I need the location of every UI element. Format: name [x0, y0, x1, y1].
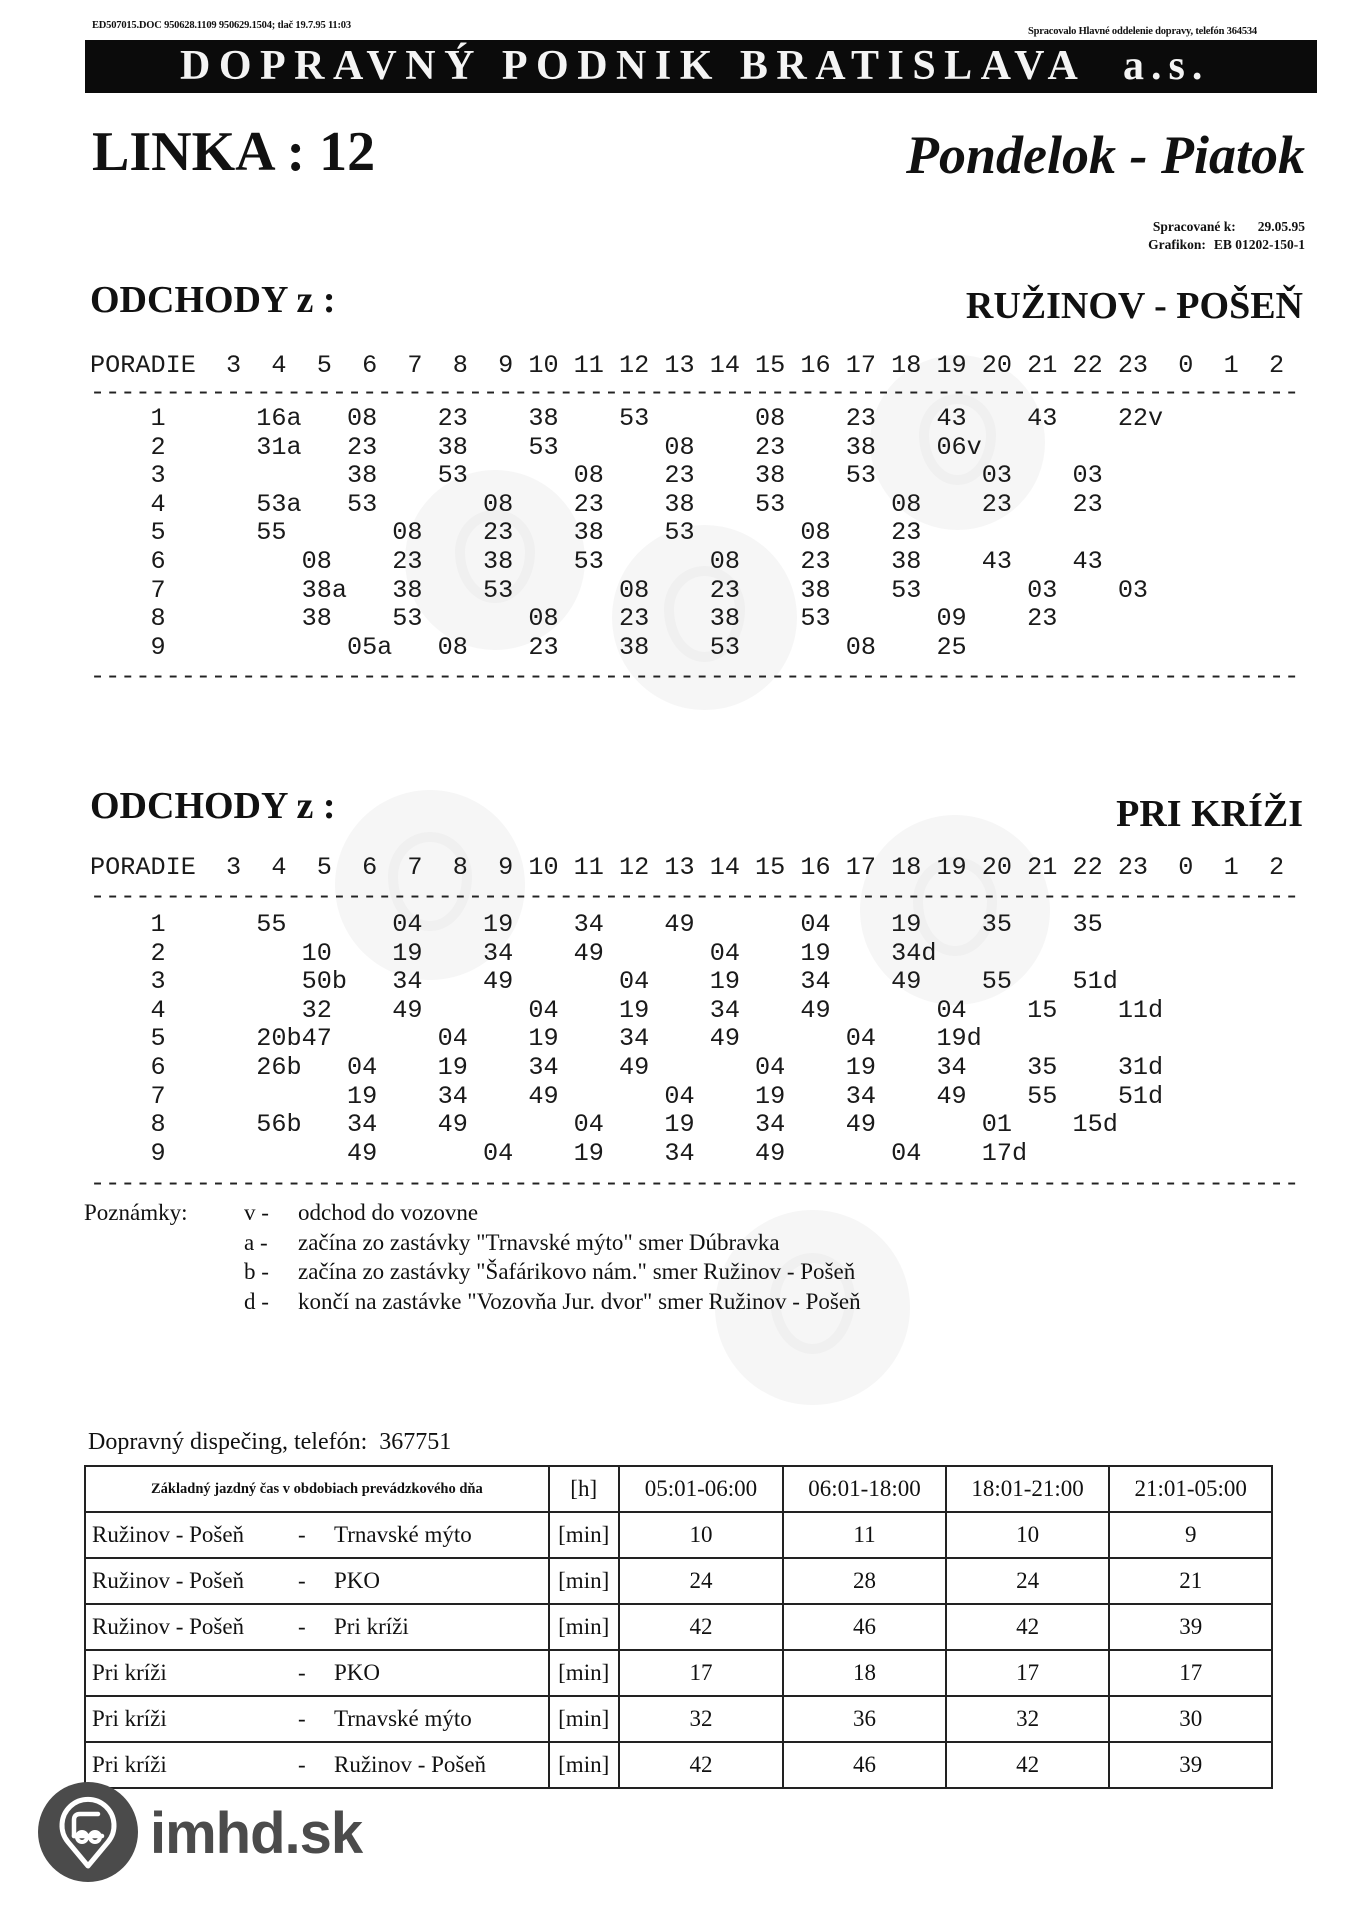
timetable-row: 1 16a 08 23 38 53 08 23 43 43 22v [90, 404, 1164, 433]
departure-rows [90, 911, 1163, 1168]
travel-time-value: 17 [619, 1650, 784, 1696]
note-key: b - [244, 1259, 269, 1284]
note-text: končí na zastávke "Vozovňa Jur. dvor" smer Ružinov - Pošeň [298, 1289, 861, 1314]
route-from: Pri kríži [92, 1752, 167, 1777]
route-cell [85, 1558, 549, 1604]
travel-time-value: 42 [946, 1604, 1110, 1650]
travel-time-value: 21 [1109, 1558, 1272, 1604]
route-to: Ružinov - Pošeň [334, 1752, 487, 1777]
departure-rows [90, 405, 1163, 662]
departures-heading: ODCHODY z : [90, 279, 336, 321]
company-banner [85, 40, 1317, 93]
travel-time-value: 10 [619, 1512, 784, 1558]
travel-time-value: 32 [946, 1696, 1110, 1742]
column-header-period: 05:01-06:00 [619, 1466, 784, 1512]
note-item [244, 1259, 855, 1285]
note-item [244, 1200, 478, 1226]
travel-time-value: 17 [1109, 1650, 1272, 1696]
travel-time-value: 39 [1109, 1742, 1272, 1788]
note-key: d - [244, 1289, 269, 1314]
timetable-row: 3 38 53 08 23 38 53 03 03 [90, 461, 1103, 491]
route-from: Ružinov - Pošeň [92, 1522, 245, 1547]
stop-name: PRI KRÍŽI [1116, 793, 1303, 835]
line-title: LINKA : 12 [92, 121, 376, 183]
route-cell [85, 1604, 549, 1650]
route-separator: - [298, 1614, 306, 1639]
divider-line: -------------------------------------------------------------------------------- [90, 378, 1300, 407]
travel-time-value: 9 [1109, 1512, 1272, 1558]
travel-time-value: 46 [783, 1742, 946, 1788]
route-to: PKO [334, 1660, 381, 1685]
route-separator: - [298, 1568, 306, 1593]
route-to: PKO [334, 1568, 381, 1593]
unit-cell: [min] [549, 1558, 619, 1604]
day-type: Pondelok - Piatok [906, 125, 1305, 185]
timetable-row: 2 31a 23 38 53 08 23 38 06v [90, 432, 982, 462]
table-row [85, 1512, 1272, 1558]
travel-time-value: 30 [1109, 1696, 1272, 1742]
route-from: Pri kríži [92, 1706, 167, 1731]
unit-cell: [min] [549, 1512, 619, 1558]
timetable-row: 1 55 04 19 34 49 04 19 35 35 [90, 910, 1103, 939]
timetable-row: 4 32 49 04 19 34 49 04 15 11d [90, 995, 1164, 1025]
notes-label: Poznámky: [84, 1200, 188, 1225]
table-row [85, 1650, 1272, 1696]
timetable-row: 4 53a 53 08 23 38 53 08 23 23 [90, 489, 1103, 519]
table-row [85, 1696, 1272, 1742]
timetable-row: 9 49 04 19 34 49 04 17d [90, 1138, 1028, 1168]
travel-time-value: 39 [1109, 1604, 1272, 1650]
route-separator: - [298, 1706, 306, 1731]
timetable-row: 7 19 34 49 04 19 34 49 55 51d [90, 1081, 1164, 1111]
route-separator: - [298, 1752, 306, 1777]
timetable-row: 8 38 53 08 23 38 53 09 23 [90, 604, 1058, 634]
note-key: a - [244, 1230, 268, 1255]
travel-time-value: 28 [783, 1558, 946, 1604]
travel-time-value: 32 [619, 1696, 784, 1742]
table-row [85, 1742, 1272, 1788]
grafikon-value: EB 01202-150-1 [1213, 237, 1305, 252]
processed-label: Spracované k: [1152, 219, 1236, 234]
column-header-period: 18:01-21:00 [946, 1466, 1110, 1512]
column-header-period: 06:01-18:00 [783, 1466, 946, 1512]
processed-date: 29.05.95 [1257, 219, 1305, 234]
timetable-row: 3 50b 34 49 04 19 34 49 55 51d [90, 967, 1118, 997]
travel-time-value: 10 [946, 1512, 1110, 1558]
travel-time-value: 24 [946, 1558, 1110, 1604]
processed-date-row [1153, 219, 1305, 235]
departures-heading: ODCHODY z : [90, 785, 336, 827]
divider-line: -------------------------------------------------------------------------------- [90, 1169, 1300, 1198]
travel-time-table [84, 1465, 1273, 1789]
hour-header-row: PORADIE 3 4 5 6 7 8 9 10 11 12 13 14 15 16 17 18 19 20 21 22 23 0 1 2 [90, 351, 1285, 380]
table-row [85, 1558, 1272, 1604]
travel-time-value: 17 [946, 1650, 1110, 1696]
travel-time-value: 11 [783, 1512, 946, 1558]
column-header-description: Základný jazdný čas v obdobiach prevádzkového dňa [85, 1466, 549, 1512]
travel-time-value: 42 [619, 1604, 784, 1650]
note-key: v - [244, 1200, 269, 1225]
imhd-brand-text: imhd.sk [150, 1801, 363, 1866]
timetable-row: 6 26b 04 19 34 49 04 19 34 35 31d [90, 1052, 1164, 1082]
route-to: Trnavské mýto [334, 1522, 472, 1547]
unit-cell: [min] [549, 1604, 619, 1650]
route-to: Trnavské mýto [334, 1706, 472, 1731]
file-info: ED507015.DOC 950628.1109 950629.1504; tlač 19.7.95 11:03 [92, 20, 351, 31]
imhd-logo [38, 1782, 138, 1882]
route-to: Pri kríži [334, 1614, 409, 1639]
unit-cell: [min] [549, 1742, 619, 1788]
route-cell [85, 1696, 549, 1742]
column-header-period: 21:01-05:00 [1109, 1466, 1272, 1512]
timetable-row: 2 10 19 34 49 04 19 34d [90, 938, 937, 968]
note-item [244, 1289, 861, 1315]
stop-name: RUŽINOV - POŠEŇ [965, 285, 1303, 327]
route-cell [85, 1742, 549, 1788]
table-header-row [85, 1466, 1272, 1512]
timetable-row: 9 05a 08 23 38 53 08 25 [90, 632, 967, 662]
company-suffix: a.s. [1123, 43, 1210, 89]
note-text: odchod do vozovne [298, 1200, 479, 1225]
route-cell [85, 1650, 549, 1696]
unit-cell: [min] [549, 1696, 619, 1742]
timetable-row: 5 55 08 23 38 53 08 23 [90, 518, 922, 548]
hour-header-row: PORADIE 3 4 5 6 7 8 9 10 11 12 13 14 15 16 17 18 19 20 21 22 23 0 1 2 [90, 853, 1285, 882]
column-header-unit: [h] [549, 1466, 619, 1512]
travel-time-value: 46 [783, 1604, 946, 1650]
table-row [85, 1604, 1272, 1650]
note-item [244, 1230, 780, 1256]
route-from: Ružinov - Pošeň [92, 1614, 245, 1639]
route-separator: - [298, 1660, 306, 1685]
timetable-row: 6 08 23 38 53 08 23 38 43 43 [90, 546, 1103, 576]
divider-line: -------------------------------------------------------------------------------- [90, 662, 1300, 691]
route-cell [85, 1512, 549, 1558]
unit-cell: [min] [549, 1650, 619, 1696]
travel-time-value: 36 [783, 1696, 946, 1742]
grafikon-row [1148, 237, 1305, 253]
note-text: začína zo zastávky "Šafárikovo nám." smer Ružinov - Pošeň [298, 1259, 856, 1284]
travel-time-value: 42 [619, 1742, 784, 1788]
timetable-row: 7 38a 38 53 08 23 38 53 03 03 [90, 575, 1149, 605]
dispatch-phone: Dopravný dispečing, telefón: 367751 [88, 1429, 452, 1455]
route-from: Pri kríži [92, 1660, 167, 1685]
route-from: Ružinov - Pošeň [92, 1568, 245, 1593]
travel-time-value: 42 [946, 1742, 1110, 1788]
timetable-row: 8 56b 34 49 04 19 34 49 01 15d [90, 1110, 1118, 1140]
map-pin-bus-icon [38, 1782, 138, 1882]
note-text: začína zo zastávky "Trnavské mýto" smer Dúbravka [298, 1230, 780, 1255]
divider-line: -------------------------------------------------------------------------------- [90, 882, 1300, 911]
route-separator: - [298, 1522, 306, 1547]
timetable-row: 5 20b47 04 19 34 49 04 19d [90, 1024, 982, 1054]
travel-time-value: 18 [783, 1650, 946, 1696]
grafikon-label: Grafikon: [1148, 237, 1206, 252]
company-name: DOPRAVNÝ PODNIK BRATISLAVA [180, 43, 1087, 89]
travel-time-value: 24 [619, 1558, 784, 1604]
processed-by-note: Spracovalo Hlavné oddelenie dopravy, telefón 364534 [1028, 26, 1257, 37]
